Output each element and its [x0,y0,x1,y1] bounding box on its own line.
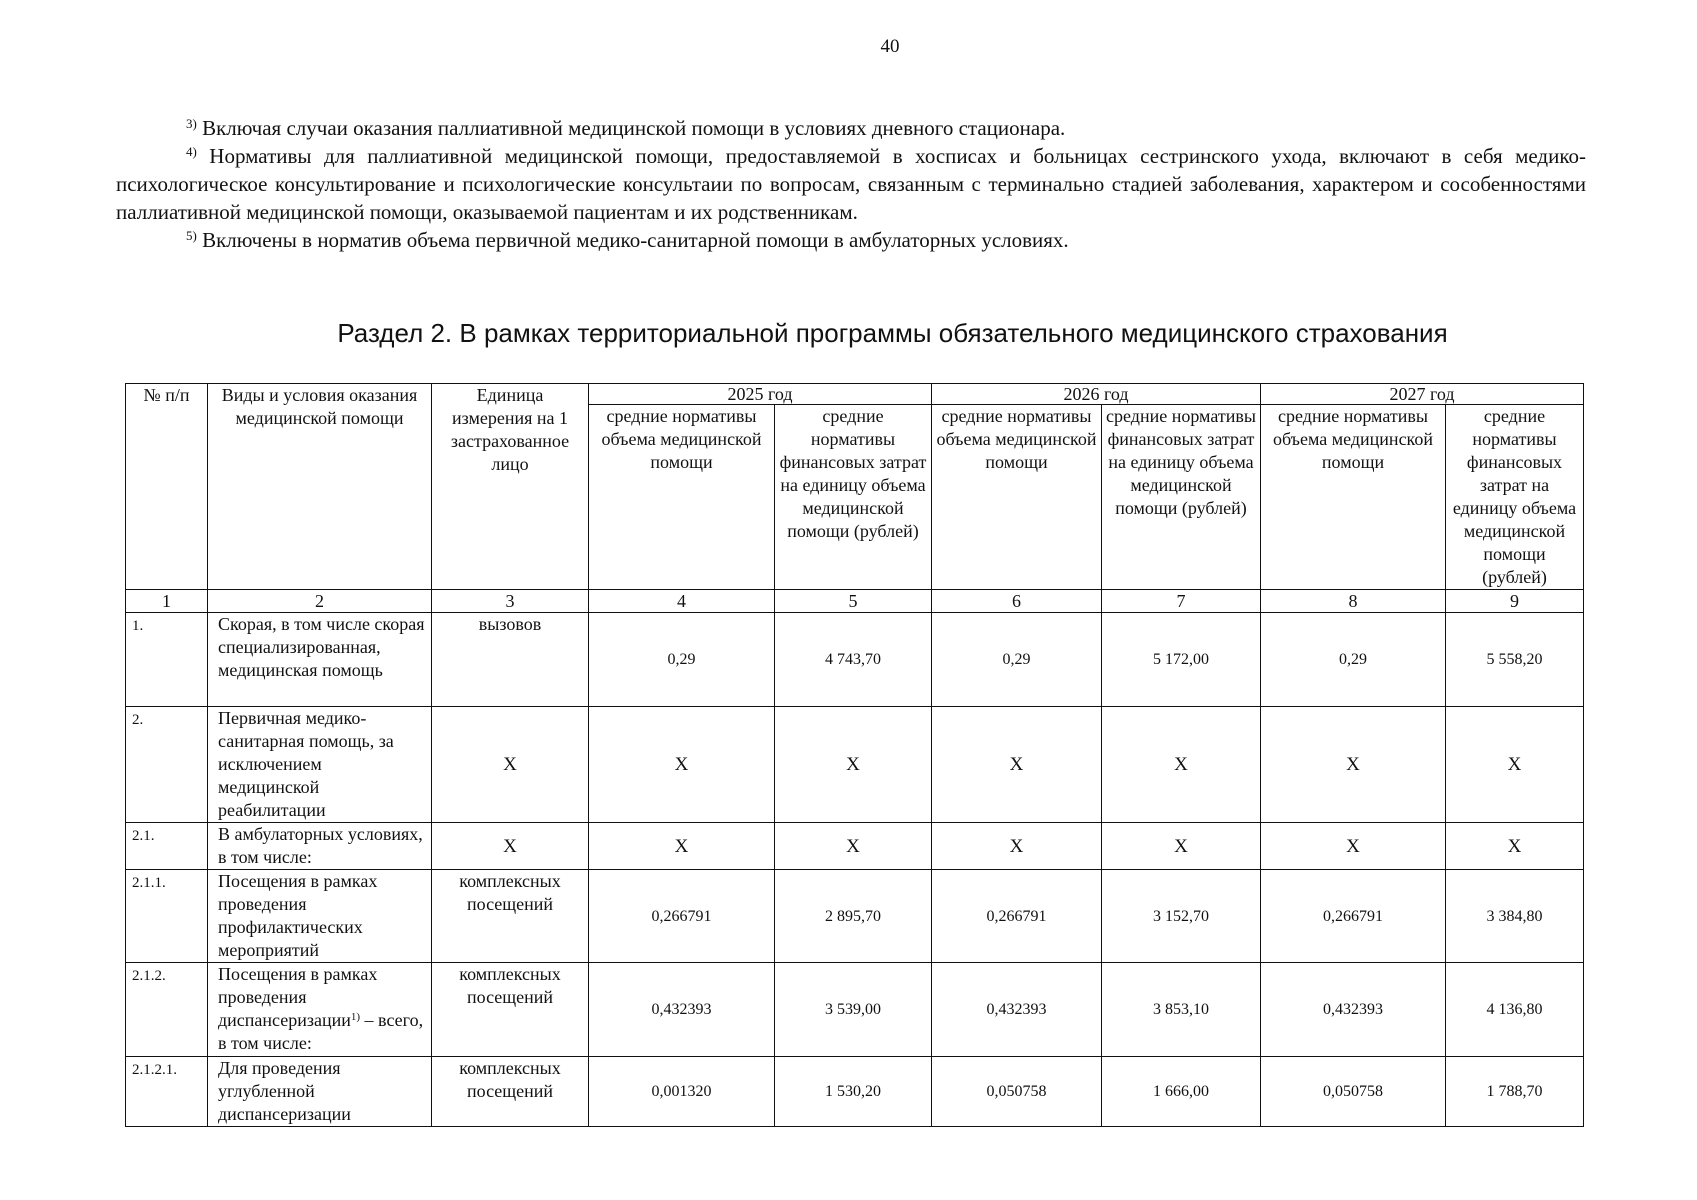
row-name: Первичная медико-санитарная помощь, за исключением медицинской реабилитации [208,707,432,823]
row-name-tail: – всего, в том числе: [218,1010,424,1053]
row-number: 1. [126,613,208,707]
column-number: 9 [1446,590,1584,613]
header-unit: Единица измерения на 1 застрахованное лицо [432,384,589,590]
column-number: 4 [589,590,775,613]
table-row [126,613,1584,707]
row-finance-2026: 1 666,00 [1102,1057,1261,1127]
header-volume-2026: средние нормативы объема медицинской помощи [932,405,1102,590]
row-number: 2.1. [126,823,208,870]
header-volume-2025: средние нормативы объема медицинской помощи [589,405,775,590]
row-volume-2027: Х [1261,823,1446,870]
column-number: 3 [432,590,589,613]
column-number: 7 [1102,590,1261,613]
row-finance-2025: 1 530,20 [775,1057,932,1127]
row-finance-2027: Х [1446,823,1584,870]
row-unit: вызовов [432,613,589,707]
row-number: 2. [126,707,208,823]
footnote-mark: 4) [186,144,197,159]
norms-table [125,383,1584,1127]
footnote-3 [116,114,1586,142]
row-name: Посещения в рамках проведения профилактических мероприятий [208,870,432,963]
row-finance-2027: 1 788,70 [1446,1057,1584,1127]
row-volume-2026: 0,29 [932,613,1102,707]
row-volume-2025: 0,432393 [589,963,775,1057]
row-volume-2027: 0,29 [1261,613,1446,707]
row-volume-2026: Х [932,707,1102,823]
footnote-text: Включая случаи оказания паллиативной медицинской помощи в условиях дневного стационара. [196,116,1066,140]
footnote-4 [116,142,1586,226]
row-volume-2027: 0,432393 [1261,963,1446,1057]
row-finance-2027: 5 558,20 [1446,613,1584,707]
row-name-text: Посещения в рамках проведения диспансеризации [218,964,378,1030]
row-finance-2025: 2 895,70 [775,870,932,963]
row-finance-2026: 3 853,10 [1102,963,1261,1057]
footnotes [116,114,1586,254]
row-finance-2025: Х [775,707,932,823]
page-number: 40 [880,36,900,57]
row-name: Для проведения углубленной диспансеризации [208,1057,432,1127]
row-volume-2026: 0,432393 [932,963,1102,1057]
table-row [126,823,1584,870]
row-finance-2025: Х [775,823,932,870]
row-unit: Х [432,823,589,870]
row-unit: комплексных посещений [432,963,589,1057]
row-name: В амбулаторных условиях, в том числе: [208,823,432,870]
header-finance-2025: средние нормативы финансовых затрат на единицу объема медицинской помощи (рублей) [775,405,932,590]
row-volume-2027: Х [1261,707,1446,823]
header-year-2025: 2025 год [589,384,932,405]
row-finance-2027: Х [1446,707,1584,823]
footnote-mark: 3) [186,116,197,131]
row-volume-2025: 0,001320 [589,1057,775,1127]
header-year-2027: 2027 год [1261,384,1584,405]
row-volume-2026: 0,050758 [932,1057,1102,1127]
header-finance-2027: средние нормативы финансовых затрат на единицу объема медицинской помощи (рублей) [1446,405,1584,590]
row-volume-2025: Х [589,823,775,870]
header-year-2026: 2026 год [932,384,1261,405]
column-number: 5 [775,590,932,613]
table-row [126,963,1584,1057]
row-number: 2.1.2. [126,963,208,1057]
row-finance-2026: 3 152,70 [1102,870,1261,963]
table-row [126,707,1584,823]
row-name: Скорая, в том числе скорая специализированная, медицинская помощь [208,613,432,707]
row-finance-2027: 4 136,80 [1446,963,1584,1057]
row-finance-2026: Х [1102,707,1261,823]
row-number: 2.1.2.1. [126,1057,208,1127]
table-container [125,383,1584,1127]
column-number: 6 [932,590,1102,613]
row-volume-2026: Х [932,823,1102,870]
column-number: 2 [208,590,432,613]
row-volume-2026: 0,266791 [932,870,1102,963]
header-volume-2027: средние нормативы объема медицинской помощи [1261,405,1446,590]
header-type: Виды и условия оказания медицинской помощи [208,384,432,590]
column-numbers-row [126,590,1584,613]
row-unit: Х [432,707,589,823]
footnote-mark: 5) [186,228,197,243]
header-finance-2026: средние нормативы финансовых затрат на единицу объема медицинской помощи (рублей) [1102,405,1261,590]
row-volume-2027: 0,050758 [1261,1057,1446,1127]
row-finance-2027: 3 384,80 [1446,870,1584,963]
row-volume-2025: Х [589,707,775,823]
row-unit: комплексных посещений [432,1057,589,1127]
footnote-reference: 1) [350,1011,361,1023]
row-number: 2.1.1. [126,870,208,963]
row-finance-2025: 4 743,70 [775,613,932,707]
footnote-5 [116,226,1586,254]
row-volume-2025: 0,266791 [589,870,775,963]
row-finance-2026: 5 172,00 [1102,613,1261,707]
footnote-text: Включены в норматив объема первичной медико-санитарной помощи в амбулаторных условиях. [196,228,1069,252]
column-number: 1 [126,590,208,613]
row-volume-2027: 0,266791 [1261,870,1446,963]
column-number: 8 [1261,590,1446,613]
row-finance-2026: Х [1102,823,1261,870]
table-row [126,1057,1584,1127]
table-row [126,870,1584,963]
row-name [208,963,432,1057]
header-num: № п/п [126,384,208,590]
row-volume-2025: 0,29 [589,613,775,707]
footnote-text: Нормативы для паллиативной медицинской помощи, предоставляемой в хосписах и больницах сестринского ухода, включают в себя медико-психологическое консультирование и психологические консультаии по вопросам, связанным с терминально стадией заболевания, характером и сособенностями паллиативной медицинской помощи, оказываемой пациентам и их родственникам. [116,144,1586,224]
section-title: Раздел 2. В рамках территориальной программы обязательного медицинского страхования [337,318,1448,348]
row-finance-2025: 3 539,00 [775,963,932,1057]
row-unit: комплексных посещений [432,870,589,963]
